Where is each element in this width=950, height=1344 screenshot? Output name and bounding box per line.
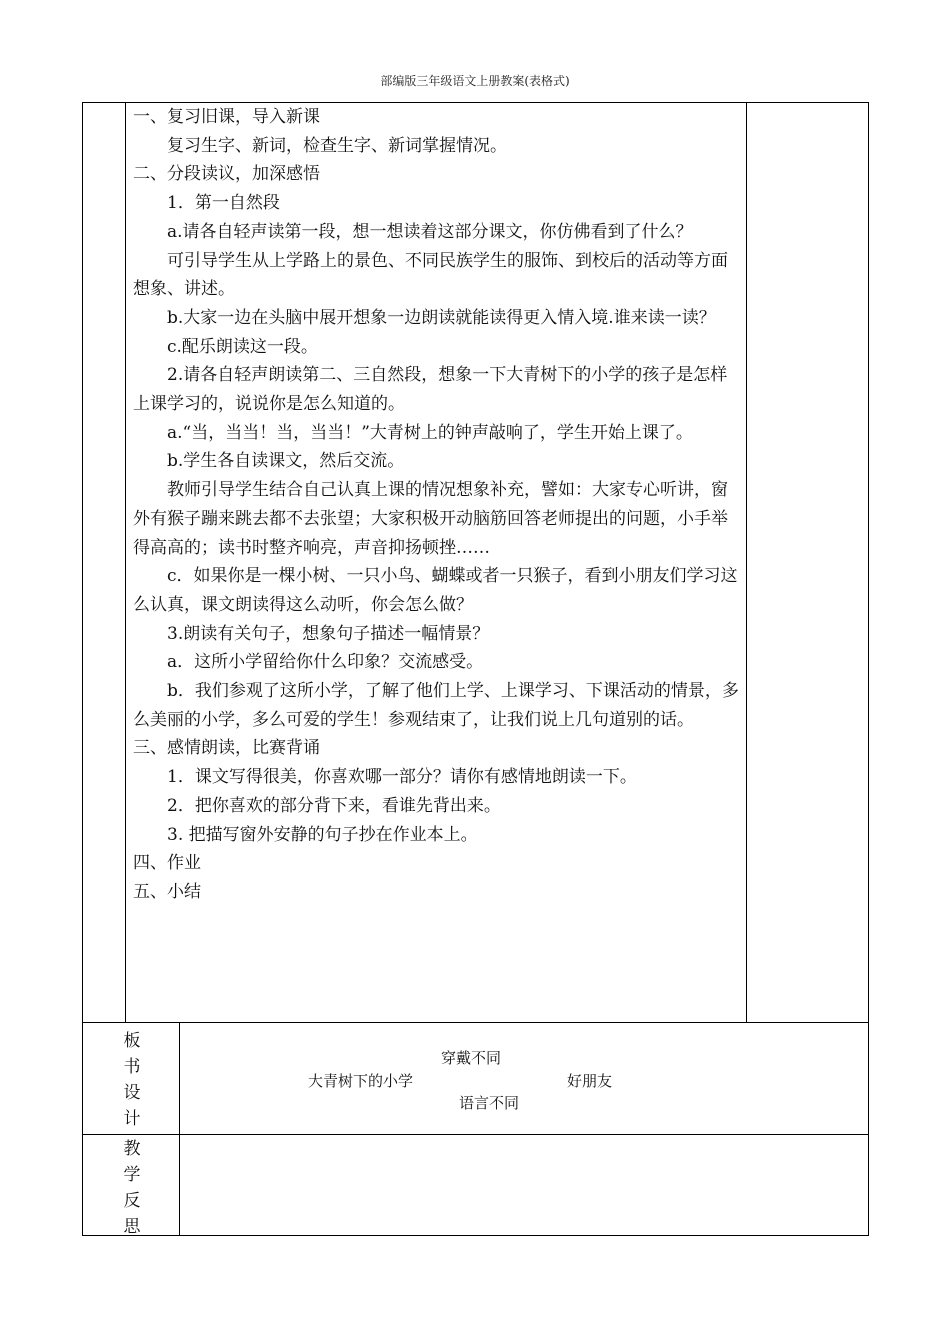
board-bottom-text: 语言不同 <box>459 1094 520 1112</box>
section-heading: 五、小结 <box>133 881 201 902</box>
section-heading: 一、复习旧课，导入新课 <box>133 107 320 127</box>
paragraph: a.请各自轻声读第一段，想一想读着这部分课文，你仿佛看到了什么？ <box>167 221 693 242</box>
paragraph: c.配乐朗读这一段。 <box>167 336 318 357</box>
paragraph: 2．把你喜欢的部分背下来，看谁先背出来。 <box>167 795 501 816</box>
paragraph: a.“当，当当！当，当当！”大青树上的钟声敲响了，学生开始上课了。 <box>167 422 693 443</box>
paragraph: 1．课文写得很美，你喜欢哪一部分？请你有感情地朗读一下。 <box>167 767 637 788</box>
paragraph: a．这所小学留给你什么印象？交流感受。 <box>167 652 484 673</box>
paragraph: 教师引导学生结合自己认真上课的情况想象补充，譬如：大家专心听讲，窗外有猴子蹦来跳去都不去张望；大家积极开动脑筋回答老师提出的问题，小手举得高高的；读书时整齐响亮，声音抑扬顿挫…… <box>133 480 728 558</box>
board-design-label: 板 书 设 计 <box>123 1031 141 1129</box>
paragraph: 可引导学生从上学路上的景色、不同民族学生的服饰、到校后的活动等方面想象、讲述。 <box>133 250 728 300</box>
paragraph: b．我们参观了这所小学，了解了他们上学、上课学习、下课活动的情景，多么美丽的小学，多么可爱的学生！参观结束了，让我们说上几句道别的话。 <box>133 681 739 730</box>
page-header: 部编版三年级语文上册教案(表格式) <box>380 74 570 88</box>
reflection-label: 教 学 反 思 <box>123 1139 141 1237</box>
paragraph: 2.请各自轻声朗读第二、三自然段，想象一下大青树下的小学的孩子是怎样上课学习的，说说你是怎么知道的。 <box>133 365 728 415</box>
paragraph: 复习生字、新词，检查生字、新词掌握情况。 <box>167 135 507 156</box>
table-divider <box>82 1134 869 1135</box>
table-divider <box>125 102 126 1023</box>
section-heading: 二、分段读议，加深感悟 <box>133 164 320 185</box>
section-heading: 四、作业 <box>133 853 201 874</box>
board-right-text: 好朋友 <box>567 1072 613 1090</box>
paragraph: b.大家一边在头脑中展开想象一边朗读就能读得更入情入境.谁来读一读？ <box>167 307 716 328</box>
table-divider <box>82 1022 869 1023</box>
board-left-text: 大青树下的小学 <box>308 1072 414 1090</box>
paragraph: 3.朗读有关句子，想象句子描述一幅情景？ <box>167 623 490 644</box>
paragraph: c．如果你是一棵小树、一只小鸟、蝴蝶或者一只猴子，看到小朋友们学习这么认真，课文朗读得这么动听，你会怎么做？ <box>133 566 738 615</box>
table-divider <box>179 1022 180 1235</box>
teaching-process <box>133 103 741 907</box>
paragraph: b.学生各自读课文，然后交流。 <box>167 451 405 472</box>
paragraph: 3. 把描写窗外安静的句子抄在作业本上。 <box>167 824 478 845</box>
paragraph: 1．第一自然段 <box>167 193 280 214</box>
section-heading: 三、感情朗读，比赛背诵 <box>133 738 320 759</box>
table-divider <box>746 102 747 1023</box>
board-top-text: 穿戴不同 <box>441 1049 502 1067</box>
